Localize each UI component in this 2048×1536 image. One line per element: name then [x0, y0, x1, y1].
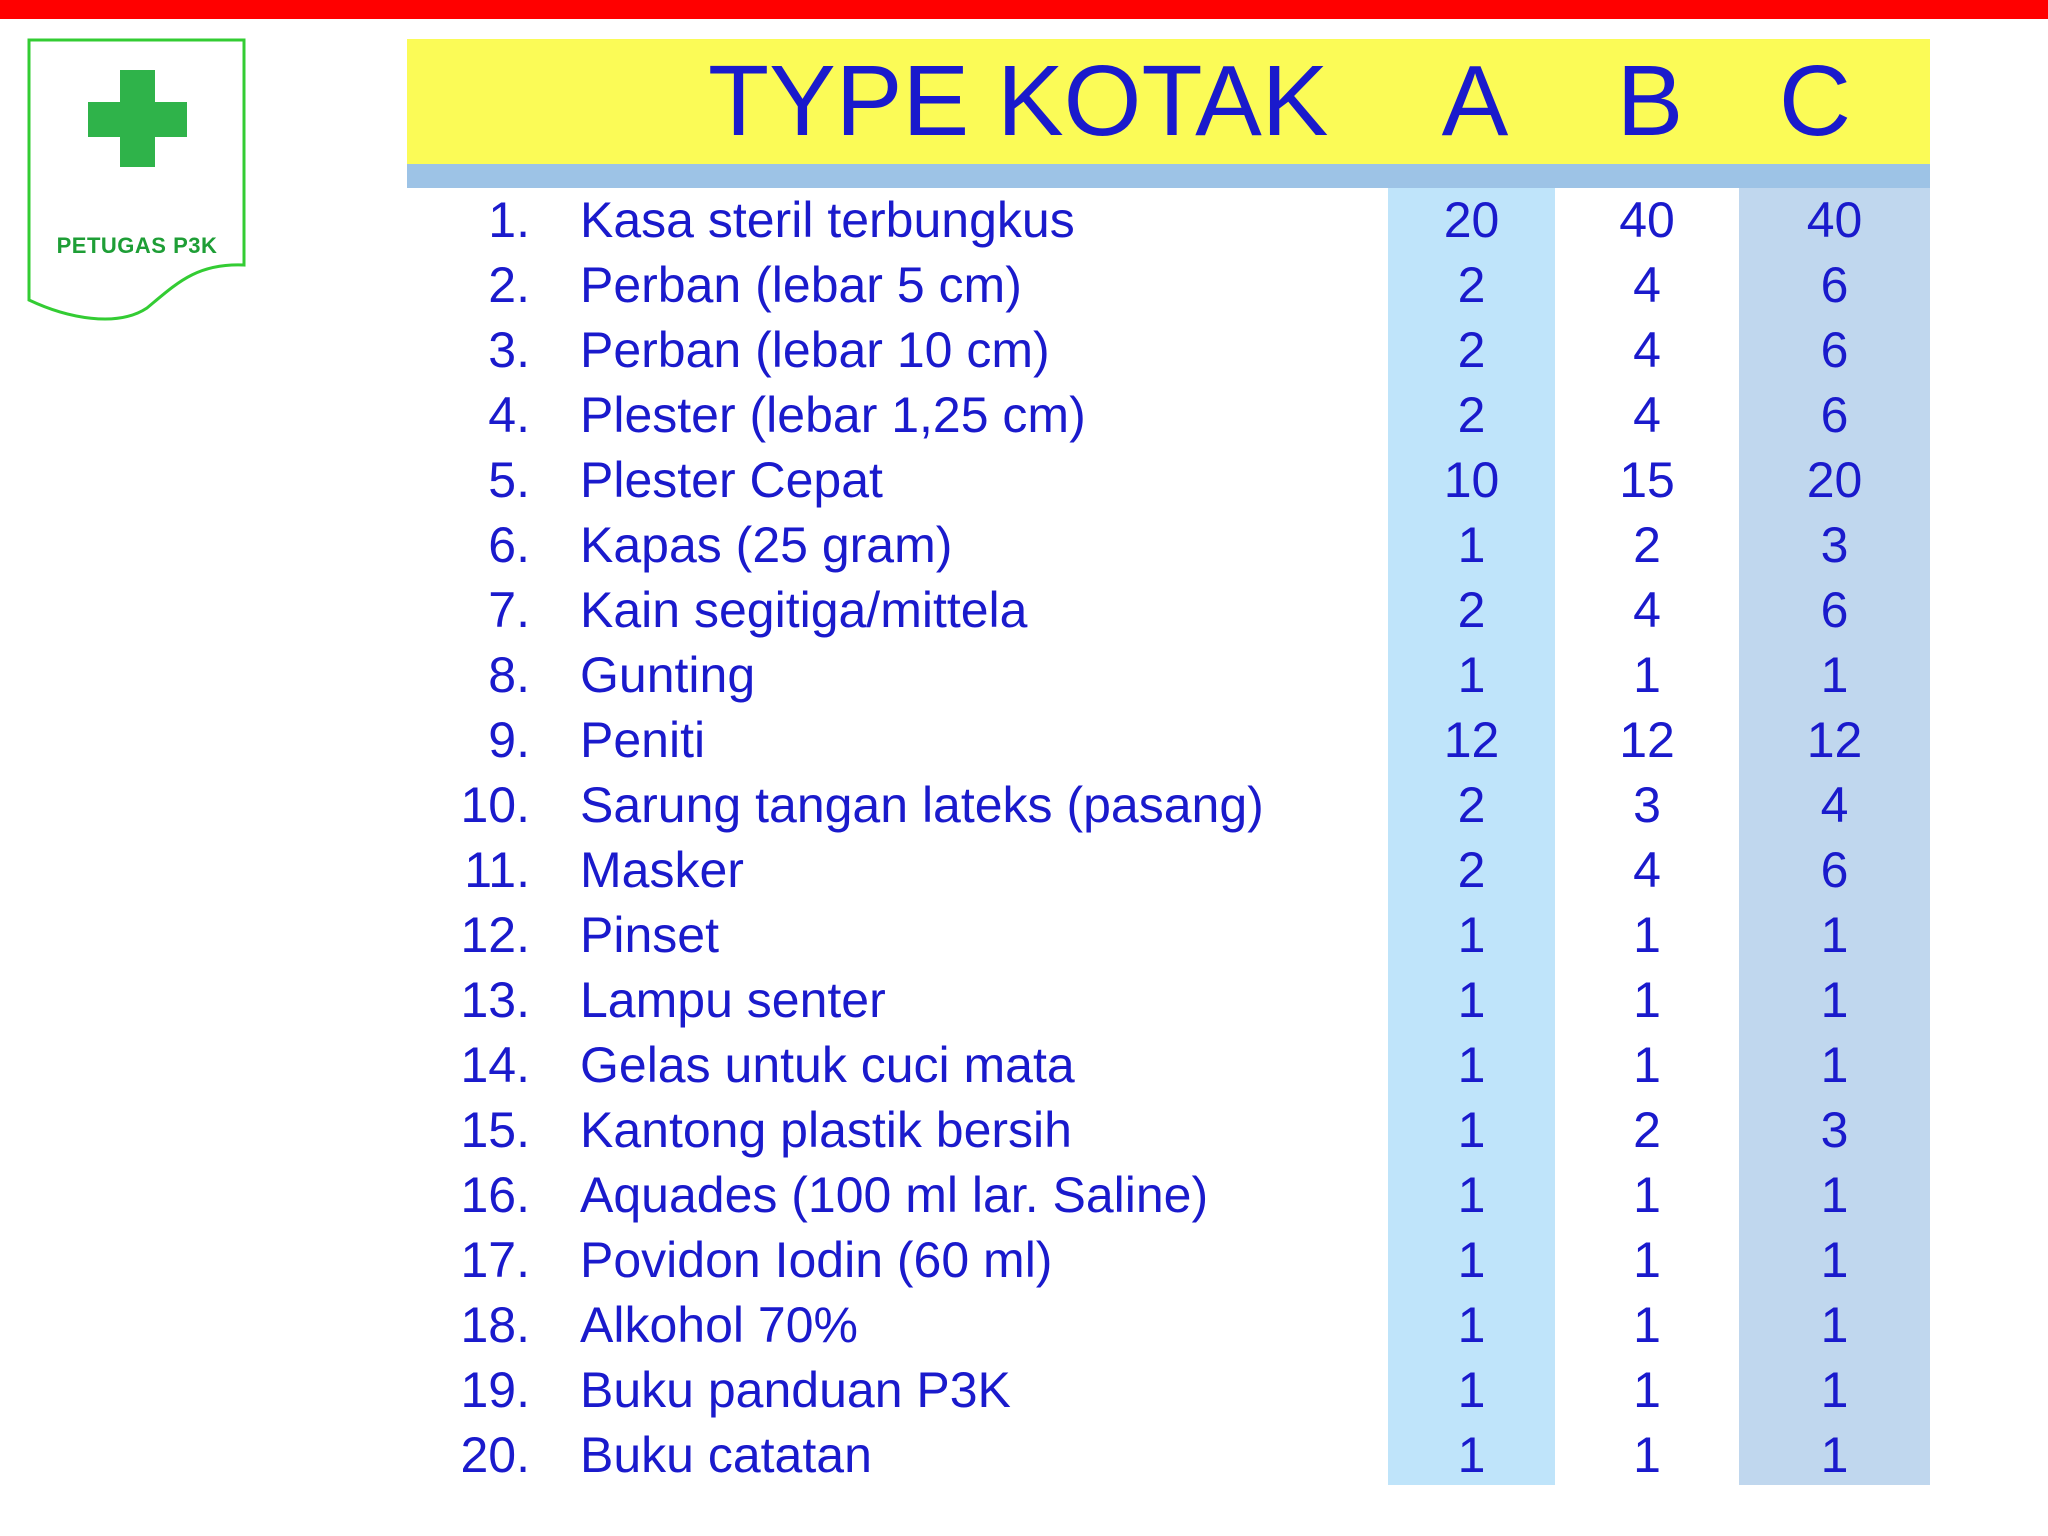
quantity-b: 1	[1633, 1427, 1661, 1483]
row-number: 7.	[488, 582, 530, 638]
quantity-a: 1	[1457, 907, 1486, 963]
table-row	[0, 448, 2048, 513]
quantity-a: 1	[1457, 1297, 1486, 1353]
item-table	[0, 188, 2048, 1488]
table-row	[0, 318, 2048, 383]
item-name: Gunting	[580, 647, 756, 703]
row-number: 14.	[460, 1037, 530, 1093]
quantity-a: 1	[1457, 1427, 1486, 1483]
quantity-c: 4	[1820, 777, 1849, 833]
item-name: Alkohol 70%	[580, 1297, 858, 1353]
quantity-a: 20	[1443, 192, 1500, 248]
quantity-c: 6	[1820, 842, 1849, 898]
quantity-c: 1	[1820, 647, 1849, 703]
row-number: 18.	[460, 1297, 530, 1353]
quantity-a: 2	[1457, 322, 1486, 378]
quantity-a: 10	[1443, 452, 1500, 508]
item-name: Buku panduan P3K	[580, 1362, 1011, 1418]
quantity-a: 1	[1457, 1037, 1486, 1093]
quantity-c: 3	[1820, 1102, 1849, 1158]
item-name: Pinset	[580, 907, 719, 963]
quantity-a: 1	[1457, 1167, 1486, 1223]
item-name: Plester (lebar 1,25 cm)	[580, 387, 1086, 443]
table-row	[0, 773, 2048, 838]
item-name: Aquades (100 ml lar. Saline)	[580, 1167, 1209, 1223]
quantity-c: 12	[1806, 712, 1863, 768]
quantity-b: 1	[1633, 1362, 1661, 1418]
item-name: Masker	[580, 842, 744, 898]
quantity-b: 40	[1619, 192, 1675, 248]
item-name: Peniti	[580, 712, 706, 768]
quantity-b: 4	[1633, 387, 1661, 443]
quantity-c: 20	[1806, 452, 1863, 508]
table-title: TYPE KOTAK	[708, 45, 1329, 157]
row-number: 3.	[488, 322, 530, 378]
item-name: Perban (lebar 5 cm)	[580, 257, 1022, 313]
item-name: Plester Cepat	[580, 452, 883, 508]
row-number: 1.	[488, 192, 530, 248]
column-header-c: C	[1778, 45, 1852, 157]
quantity-b: 1	[1633, 1297, 1661, 1353]
table-row	[0, 1293, 2048, 1358]
row-number: 20.	[460, 1427, 530, 1483]
table-row	[0, 1033, 2048, 1098]
quantity-b: 3	[1633, 777, 1661, 833]
row-number: 15.	[460, 1102, 530, 1158]
table-row	[0, 578, 2048, 643]
quantity-a: 2	[1457, 842, 1486, 898]
quantity-a: 12	[1443, 712, 1500, 768]
table-row	[0, 708, 2048, 773]
quantity-c: 6	[1820, 257, 1849, 313]
quantity-b: 1	[1633, 1037, 1661, 1093]
row-number: 19.	[460, 1362, 530, 1418]
item-name: Kasa steril terbungkus	[580, 192, 1075, 248]
header-divider-strip	[407, 164, 1930, 188]
item-name: Lampu senter	[580, 972, 886, 1028]
quantity-c: 1	[1820, 1232, 1849, 1288]
table-row	[0, 1098, 2048, 1163]
row-number: 4.	[488, 387, 530, 443]
table-row	[0, 968, 2048, 1033]
row-number: 6.	[488, 517, 530, 573]
table-row	[0, 188, 2048, 253]
table-row	[0, 1228, 2048, 1293]
quantity-c: 6	[1820, 387, 1849, 443]
quantity-b: 4	[1633, 257, 1661, 313]
quantity-c: 1	[1820, 1362, 1849, 1418]
quantity-a: 2	[1457, 777, 1486, 833]
quantity-b: 1	[1633, 972, 1661, 1028]
quantity-b: 4	[1633, 582, 1661, 638]
table-row	[0, 513, 2048, 578]
quantity-c: 1	[1820, 907, 1849, 963]
quantity-b: 4	[1633, 842, 1661, 898]
quantity-b: 2	[1633, 1102, 1661, 1158]
quantity-a: 1	[1457, 1102, 1486, 1158]
quantity-c: 40	[1806, 192, 1863, 248]
quantity-b: 12	[1619, 712, 1675, 768]
quantity-b: 15	[1619, 452, 1675, 508]
quantity-b: 1	[1633, 907, 1661, 963]
row-number: 13.	[460, 972, 530, 1028]
column-header-a: A	[1441, 45, 1509, 157]
item-name: Perban (lebar 10 cm)	[580, 322, 1050, 378]
table-row	[0, 838, 2048, 903]
row-number: 9.	[488, 712, 530, 768]
row-number: 10.	[460, 777, 530, 833]
row-number: 12.	[460, 907, 530, 963]
table-row	[0, 903, 2048, 968]
row-number: 11.	[464, 842, 530, 898]
quantity-a: 2	[1457, 387, 1486, 443]
quantity-c: 6	[1820, 322, 1849, 378]
quantity-a: 2	[1457, 582, 1486, 638]
quantity-b: 1	[1633, 1167, 1661, 1223]
row-number: 17.	[460, 1232, 530, 1288]
quantity-a: 1	[1457, 517, 1486, 573]
item-name: Gelas untuk cuci mata	[580, 1037, 1075, 1093]
quantity-c: 6	[1820, 582, 1849, 638]
quantity-b: 4	[1633, 322, 1661, 378]
quantity-a: 2	[1457, 257, 1486, 313]
quantity-b: 1	[1633, 647, 1661, 703]
row-number: 8.	[488, 647, 530, 703]
logo-label: PETUGAS P3K	[56, 233, 218, 258]
row-number: 16.	[460, 1167, 530, 1223]
item-name: Kantong plastik bersih	[580, 1102, 1072, 1158]
table-row	[0, 253, 2048, 318]
table-row	[0, 1163, 2048, 1228]
item-name: Buku catatan	[580, 1427, 872, 1483]
item-name: Kapas (25 gram)	[580, 517, 953, 573]
quantity-a: 1	[1457, 1362, 1486, 1418]
quantity-c: 1	[1820, 1427, 1849, 1483]
item-name: Kain segitiga/mittela	[580, 582, 1028, 638]
top-red-bar	[0, 0, 2048, 19]
quantity-c: 3	[1820, 517, 1849, 573]
table-row	[0, 1423, 2048, 1488]
item-name: Sarung tangan lateks (pasang)	[580, 777, 1264, 833]
quantity-c: 1	[1820, 1297, 1849, 1353]
quantity-a: 1	[1457, 972, 1486, 1028]
quantity-b: 2	[1633, 517, 1661, 573]
quantity-b: 1	[1633, 1232, 1661, 1288]
row-number: 2.	[488, 257, 530, 313]
row-number: 5.	[488, 452, 530, 508]
quantity-c: 1	[1820, 1167, 1849, 1223]
column-header-b: B	[1616, 45, 1684, 157]
quantity-a: 1	[1457, 1232, 1486, 1288]
item-name: Povidon Iodin (60 ml)	[580, 1232, 1053, 1288]
quantity-c: 1	[1820, 972, 1849, 1028]
table-row	[0, 383, 2048, 448]
table-row	[0, 1358, 2048, 1423]
table-row	[0, 643, 2048, 708]
quantity-c: 1	[1820, 1037, 1849, 1093]
quantity-a: 1	[1457, 647, 1486, 703]
